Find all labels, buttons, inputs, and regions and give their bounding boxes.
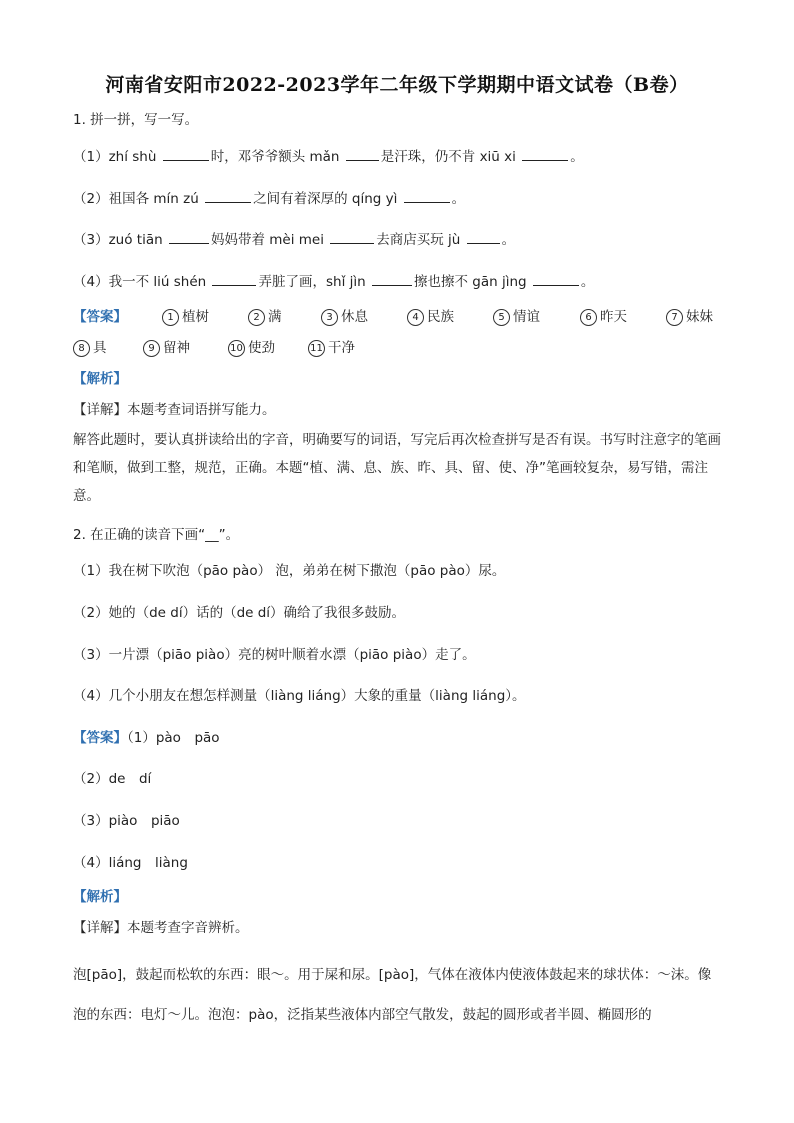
answer-item — [666, 308, 713, 326]
answer-text: 使劲 — [248, 340, 275, 356]
answer-number: 10 — [228, 340, 245, 357]
q1-item-3 — [73, 230, 515, 249]
analysis-tag: 【解析】 — [73, 371, 127, 387]
answer-item — [580, 308, 627, 326]
q1-item-2 — [73, 189, 465, 208]
answer-blank — [533, 272, 579, 286]
answer-blank — [467, 230, 500, 244]
answer-blank — [522, 147, 568, 161]
answer-blank — [346, 147, 379, 161]
answer-text: 留神 — [163, 340, 190, 356]
answer-text: 满 — [268, 309, 282, 325]
answer-number: 4 — [407, 309, 424, 326]
answer-blank — [169, 230, 209, 244]
q2-item-3: （3）一片漂（piāo piào）亮的树叶顺着水漂（piāo piào）走了。 — [73, 647, 476, 663]
q1-item-2-text-c: 。 — [451, 191, 466, 207]
q1-item-3-text-d: 。 — [501, 232, 516, 248]
answer-tag: 【答案】 — [73, 730, 127, 746]
answer-blank — [205, 189, 251, 203]
q1-item-1-text-a: （1）zhí shù — [73, 149, 161, 165]
q1-item-4 — [73, 272, 594, 291]
answer-item — [228, 339, 275, 357]
answer-text: 妹妹 — [686, 309, 713, 325]
answer-text: （1）pào pāo — [127, 730, 220, 746]
q2-answer-3: （3）piào piāo — [73, 813, 180, 829]
q2-item-2: （2）她的（de dí）话的（de dí）确给了我很多鼓励。 — [73, 605, 406, 621]
q1-item-1-text-c: 是汗珠，仍不肯 xiū xi — [380, 149, 521, 165]
q2-answer-2: （2）de dí — [73, 771, 152, 787]
q1-item-1 — [73, 147, 584, 166]
answer-item — [493, 308, 540, 326]
answer-blank — [330, 230, 374, 244]
answer-text: 休息 — [341, 309, 368, 325]
answer-number: 2 — [248, 309, 265, 326]
q1-item-2-text-a: （2）祖国各 mín zú — [73, 191, 204, 207]
answer-blank — [163, 147, 209, 161]
answer-item — [407, 308, 454, 326]
q1-item-2-text-b: 之间有着深厚的 qíng yì — [253, 191, 402, 207]
answer-blank — [372, 272, 412, 286]
answer-number: 3 — [321, 309, 338, 326]
q2-answer-4: （4）liáng liàng — [73, 855, 188, 871]
answer-tag: 【答案】 — [73, 309, 127, 325]
q1-stem: 1. 拼一拼，写一写。 — [73, 112, 199, 128]
answer-number: 8 — [73, 340, 90, 357]
answer-number: 6 — [580, 309, 597, 326]
page-title: 河南省安阳市2022-2023学年二年级下学期期中语文试卷（B卷） — [105, 74, 689, 96]
answer-text: 植树 — [182, 309, 209, 325]
answer-number: 7 — [666, 309, 683, 326]
q1-explanation: 解答此题时，要认真拼读给出的字音，明确要写的词语，写完后再次检查拼写是否有误。书写时注意字的笔画和笔顺，做到工整，规范，正确。本题“植、满、息、族、昨、具、留、使、净”笔画较复杂，易写错，需注意。 — [73, 432, 721, 504]
answer-item — [308, 339, 355, 357]
answer-text: 昨天 — [600, 309, 627, 325]
answer-blank — [212, 272, 256, 286]
answer-number: 1 — [162, 309, 179, 326]
q2-detail: 【详解】本题考查字音辨析。 — [73, 920, 249, 936]
answer-item — [143, 339, 190, 357]
answer-item — [73, 339, 107, 357]
answer-number: 9 — [143, 340, 160, 357]
q2-explanation: 泡[pāo]，鼓起而松软的东西：眼～。用于屎和尿。[pào]，气体在液体内使液体鼓起来的球状体：～沫。像泡的东西：电灯～儿。泡泡：pào，泛指某些液体内部空气散发，鼓起的圆形或者半圆、椭圆形的 — [73, 967, 712, 1023]
answer-number: 11 — [308, 340, 325, 357]
answer-item — [248, 308, 282, 326]
answer-text: 情谊 — [513, 309, 540, 325]
q2-item-1: （1）我在树下吹泡（pāo pào） 泡，弟弟在树下撒泡（pāo pào）尿。 — [73, 563, 506, 579]
q1-item-3-text-a: （3）zuó tiān — [73, 232, 167, 248]
q1-detail: 【详解】本题考查词语拼写能力。 — [73, 402, 276, 418]
answer-number: 5 — [493, 309, 510, 326]
q1-item-4-text-a: （4）我一不 liú shén — [73, 274, 211, 290]
answer-blank — [404, 189, 450, 203]
q1-item-1-text-b: 时，邓爷爷额头 mǎn — [210, 149, 344, 165]
answer-text: 具 — [93, 340, 107, 356]
analysis-tag: 【解析】 — [73, 889, 127, 905]
answer-item — [162, 308, 209, 326]
answer-text: 民族 — [427, 309, 454, 325]
q2-stem: 2. 在正确的读音下画“__”。 — [73, 527, 240, 543]
q1-item-3-text-c: 去商店买玩 jù — [376, 232, 465, 248]
q2-item-4: （4）几个小朋友在想怎样测量（liàng liáng）大象的重量（liàng liáng）。 — [73, 688, 526, 704]
answer-item — [321, 308, 368, 326]
q1-item-3-text-b: 妈妈带着 mèi mei — [210, 232, 329, 248]
q1-item-4-text-b: 弄脏了画，shǐ jìn — [258, 274, 370, 290]
answer-text: 干净 — [328, 340, 355, 356]
q1-answer-row-1 — [73, 308, 127, 326]
q1-item-4-text-c: 擦也擦不 gān jìng — [413, 274, 531, 290]
q1-item-1-text-d: 。 — [570, 149, 584, 165]
q1-item-4-text-d: 。 — [580, 274, 595, 290]
q2-answer-1 — [73, 729, 220, 747]
